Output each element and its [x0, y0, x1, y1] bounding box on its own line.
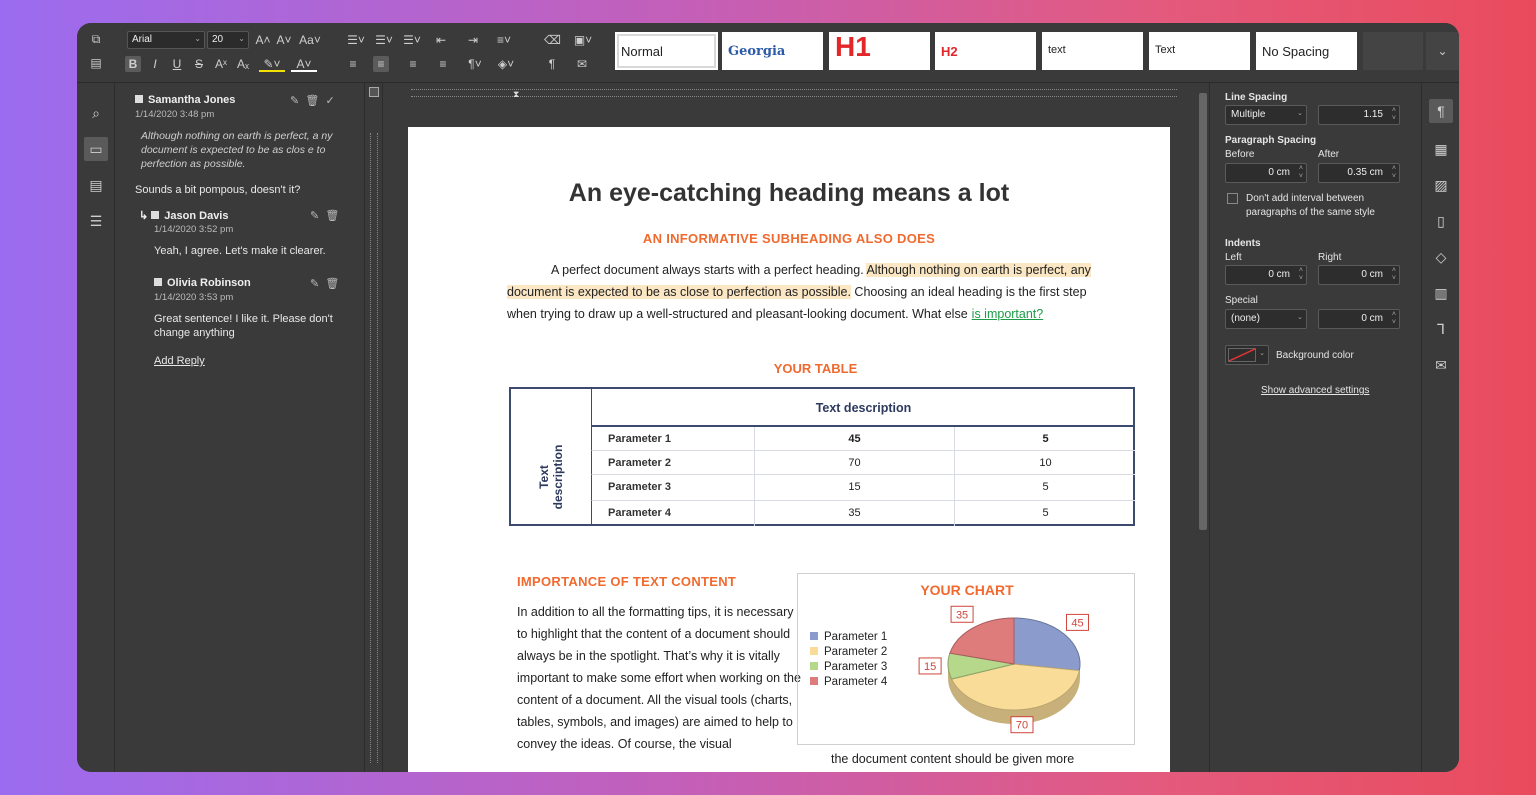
pie-chart	[798, 574, 1136, 746]
numbering-icon[interactable]: ☰˅	[375, 33, 393, 47]
table-row[interactable]: Parameter 1 45 5	[591, 427, 1135, 451]
para-text: A perfect document always starts with a perfect heading.	[551, 263, 867, 277]
line-spacing-mode-select[interactable]: Multiple ⌄	[1225, 105, 1307, 125]
multilevel-list-icon[interactable]: ☰˅	[403, 33, 421, 47]
document-title[interactable]: An eye-catching heading means a lot	[568, 179, 1010, 207]
chart-title: YOUR CHART	[920, 582, 1014, 598]
toolbar	[77, 23, 1459, 83]
spinner-icon: ˄ ˅	[1391, 107, 1396, 122]
author-color-swatch	[135, 95, 143, 103]
text-art-icon[interactable]: Ꞁ	[1437, 321, 1445, 337]
style-label: Normal	[621, 44, 663, 59]
data-table[interactable]	[509, 387, 1135, 526]
after-input[interactable]: 0.35 cm ˄ ˅	[1318, 163, 1400, 183]
copy-icon[interactable]: ⧉	[91, 32, 101, 46]
chevron-down-icon: ⌄	[238, 34, 245, 43]
hyperlink[interactable]: is important?	[971, 307, 1044, 321]
line-spacing-icon[interactable]: ≡˅	[496, 33, 511, 47]
legend-item: Parameter 1	[810, 630, 887, 645]
increase-indent-icon[interactable]: ⇥	[467, 33, 479, 47]
font-color-icon[interactable]: A˅	[291, 56, 317, 72]
style-text[interactable]	[1149, 32, 1250, 70]
comment-date: 1/14/2020 3:48 pm	[135, 109, 215, 120]
save-style-icon[interactable]: ▣˅	[573, 33, 593, 47]
align-right-icon[interactable]: ≡	[409, 57, 417, 71]
reply-author: ↳ Jason Davis	[139, 210, 229, 222]
section-heading[interactable]: IMPORTANCE OF TEXT CONTENT	[517, 574, 737, 589]
vertical-scrollbar[interactable]	[1197, 83, 1209, 772]
line-spacing-input[interactable]: 1.15 ˄ ˅	[1318, 105, 1400, 125]
style-label: Text	[1155, 44, 1176, 56]
reply-actions	[310, 277, 339, 290]
image-settings-icon[interactable]: ▨	[1434, 177, 1448, 193]
mail-merge-icon[interactable]: ✉	[576, 57, 588, 71]
editor-window	[77, 23, 1459, 772]
delete-icon[interactable]: 🗑	[305, 95, 320, 107]
legend-item: Parameter 4	[810, 675, 887, 690]
dont-add-interval-label: Don't add interval between paragraphs of the same style	[1246, 193, 1375, 218]
comment-text: Sounds a bit pompous, doesn't it?	[135, 184, 301, 196]
font-size-value: 20	[212, 34, 224, 45]
no-color-icon	[1228, 348, 1256, 362]
before-input[interactable]: 0 cm ˄ ˅	[1225, 163, 1307, 183]
comment-author: Samantha Jones	[135, 94, 235, 106]
right-rail	[1421, 83, 1459, 772]
font-name-select[interactable]	[127, 31, 205, 49]
before-label: Before	[1225, 149, 1255, 160]
author-color-swatch	[154, 278, 162, 286]
indents-label: Indents	[1225, 238, 1261, 249]
after-label: After	[1318, 149, 1340, 160]
spinner-icon: ˄ ˅	[1391, 267, 1396, 282]
edit-icon[interactable]: ✎	[290, 95, 300, 107]
style-normal[interactable]	[615, 32, 718, 70]
intro-paragraph[interactable]	[507, 259, 1099, 325]
justify-icon[interactable]: ≡	[439, 57, 447, 71]
align-center-icon[interactable]: ≡	[373, 56, 389, 72]
indent-left-input[interactable]: 0 cm ˄ ˅	[1225, 265, 1307, 285]
chevron-down-icon: ⌄	[1259, 350, 1265, 357]
paragraph-settings-panel	[1209, 83, 1421, 772]
indent-right-label: Right	[1318, 252, 1342, 263]
change-case-icon[interactable]: Aa˅	[299, 33, 321, 47]
decrease-indent-icon[interactable]: ⇤	[435, 33, 447, 47]
spinner-icon: ˄ ˅	[1391, 165, 1396, 180]
table-header: Text description	[591, 389, 1135, 427]
chevron-down-icon: ⌄	[1437, 44, 1448, 58]
paragraph-spacing-label: Paragraph Spacing	[1225, 135, 1317, 146]
reply-text: Yeah, I agree. Let's make it clearer.	[154, 245, 326, 257]
style-label: Georgia	[728, 44, 786, 59]
chevron-down-icon: ⌄	[1297, 110, 1303, 117]
styles-more-button[interactable]	[1426, 32, 1459, 70]
dont-add-interval-checkbox[interactable]	[1227, 193, 1238, 204]
data-label: 15	[923, 660, 937, 673]
ruler-track	[411, 89, 1177, 97]
chat-icon[interactable]: ▤	[89, 177, 103, 193]
document-area	[383, 103, 1197, 772]
search-icon[interactable]: ⌕	[92, 105, 100, 121]
reply-author: Olivia Robinson	[154, 277, 251, 289]
shading-icon[interactable]: ◈˅	[497, 57, 515, 71]
navigation-icon[interactable]: ☰	[89, 213, 103, 229]
data-label: 35	[955, 609, 969, 622]
chart[interactable]	[797, 573, 1135, 745]
author-color-swatch	[151, 211, 159, 219]
style-label: No Spacing	[1262, 44, 1330, 59]
para-text: Choosing an ideal heading is the first step when trying to draw up a well-structured and pleasant-looking document. What else	[507, 285, 1087, 321]
paragraph-marks-icon[interactable]: ¶˅	[468, 57, 482, 71]
style-label: text	[1048, 44, 1066, 56]
table-row[interactable]: Parameter 4 35 5	[591, 501, 1135, 526]
style-no-spacing[interactable]	[1256, 32, 1357, 70]
comments-icon[interactable]: ▭	[84, 137, 108, 161]
commented-text[interactable]: Although nothing on earth is perfect, any document is expected to be as close to perfection as possible.	[507, 263, 1091, 299]
page	[408, 127, 1170, 772]
header-footer-icon[interactable]: ▯	[1437, 213, 1445, 229]
strikethrough-icon[interactable]: S	[194, 57, 203, 71]
section-paragraph[interactable]: In addition to all the formatting tips, it is necessary to highlight that the content of a document should always be in the spotlight. That’s why it is vitally important to make some effort when working on the content of a document. All the visual tools (charts, tables, symbols, and images) are aimed to help to convey the ideas. Of course, the visual	[517, 605, 801, 751]
superscript-icon[interactable]: Aˣ	[215, 57, 227, 71]
decrease-font-icon[interactable]: A˅	[276, 33, 292, 47]
indent-right-input[interactable]: 0 cm ˄ ˅	[1318, 265, 1400, 285]
line-spacing-label: Line Spacing	[1225, 92, 1288, 103]
highlight-color-icon[interactable]: ✎˅	[259, 56, 285, 72]
delete-icon[interactable]: 🗑	[325, 210, 340, 222]
data-label: 45	[1071, 617, 1084, 630]
advanced-settings-link[interactable]: Show advanced settings	[1261, 385, 1370, 396]
resolve-icon[interactable]: ✓	[325, 95, 335, 107]
table-heading[interactable]: YOUR TABLE	[773, 361, 858, 376]
copy-style-icon[interactable]: ¶	[548, 57, 556, 71]
underline-icon[interactable]: U	[172, 57, 182, 71]
style-text-lower[interactable]	[1042, 32, 1143, 70]
subscript-icon[interactable]: Aₓ	[237, 57, 249, 71]
comments-panel	[115, 83, 365, 772]
comment-quote: Although nothing on earth is perfect, a ny document is expected to be as clos e to perfection as possible.	[141, 130, 333, 170]
style-label: H2	[941, 44, 958, 59]
chevron-down-icon: ⌄	[1297, 314, 1303, 321]
table-row[interactable]: Parameter 2 70 10	[591, 451, 1135, 475]
indent-left-label: Left	[1225, 252, 1242, 263]
table-settings-icon[interactable]: ▦	[1434, 141, 1448, 157]
ruler-track	[370, 133, 378, 763]
chart-settings-icon[interactable]: ▥	[1434, 285, 1448, 301]
chevron-down-icon: ⌄	[194, 34, 201, 43]
font-name-value: Arial	[132, 34, 153, 45]
spinner-icon: ˄ ˅	[1298, 267, 1303, 282]
vertical-ruler	[365, 83, 383, 772]
add-reply-link[interactable]: Add Reply	[154, 355, 205, 367]
tab-stop-icon[interactable]	[369, 87, 379, 97]
spinner-icon: ˄ ˅	[1298, 165, 1303, 180]
reply-arrow-icon: ↳	[139, 210, 152, 222]
table-row[interactable]: Parameter 3 15 5	[591, 475, 1135, 501]
special-select[interactable]: (none) ⌄	[1225, 309, 1307, 329]
shape-settings-icon[interactable]: ◇	[1435, 249, 1447, 265]
indent-marker-icon[interactable]: ⧗	[513, 89, 520, 99]
style-h2[interactable]	[935, 32, 1036, 70]
font-size-select[interactable]	[207, 31, 249, 49]
increase-font-icon[interactable]: A˄	[255, 33, 271, 47]
style-empty-slot[interactable]	[1363, 32, 1423, 70]
legend-item: Parameter 2	[810, 645, 887, 660]
reply-date: 1/14/2020 3:53 pm	[154, 292, 234, 303]
style-georgia[interactable]	[722, 32, 823, 70]
delete-icon[interactable]: 🗑	[325, 278, 340, 290]
bullets-icon[interactable]: ☰˅	[347, 33, 365, 47]
reply-text: Great sentence! I like it. Please don't change anything	[154, 313, 333, 339]
caption-text[interactable]: the document content should be given more	[831, 752, 1075, 766]
italic-icon[interactable]: I	[153, 57, 157, 71]
style-h1[interactable]	[829, 32, 930, 70]
paragraph-settings-icon[interactable]: ¶	[1429, 99, 1453, 123]
document-subheading[interactable]: AN INFORMATIVE SUBHEADING ALSO DOES	[642, 231, 936, 246]
mail-merge-icon[interactable]: ✉	[1435, 357, 1447, 373]
style-label: H1	[835, 32, 871, 62]
special-amount-input[interactable]: 0 cm ˄ ˅	[1318, 309, 1400, 329]
background-color-picker[interactable]	[1225, 345, 1269, 365]
paste-icon[interactable]: ▤	[90, 56, 102, 70]
data-label: 70	[1015, 719, 1029, 732]
bold-icon[interactable]: B	[125, 56, 141, 72]
horizontal-ruler	[383, 83, 1197, 103]
legend-item: Parameter 3	[810, 660, 887, 675]
table-side-label: Text description	[537, 444, 565, 509]
align-left-icon[interactable]: ≡	[349, 57, 357, 71]
edit-icon[interactable]: ✎	[310, 278, 320, 290]
spinner-icon: ˄ ˅	[1391, 311, 1396, 326]
reply-date: 1/14/2020 3:52 pm	[154, 224, 234, 235]
clear-style-icon[interactable]: ⌫	[544, 33, 561, 47]
left-rail	[77, 83, 115, 772]
background-color-label: Background color	[1276, 350, 1354, 361]
comment-actions	[290, 94, 335, 107]
scroll-thumb[interactable]	[1199, 93, 1207, 530]
reply-actions	[310, 209, 339, 222]
special-label: Special	[1225, 295, 1258, 306]
edit-icon[interactable]: ✎	[310, 210, 320, 222]
